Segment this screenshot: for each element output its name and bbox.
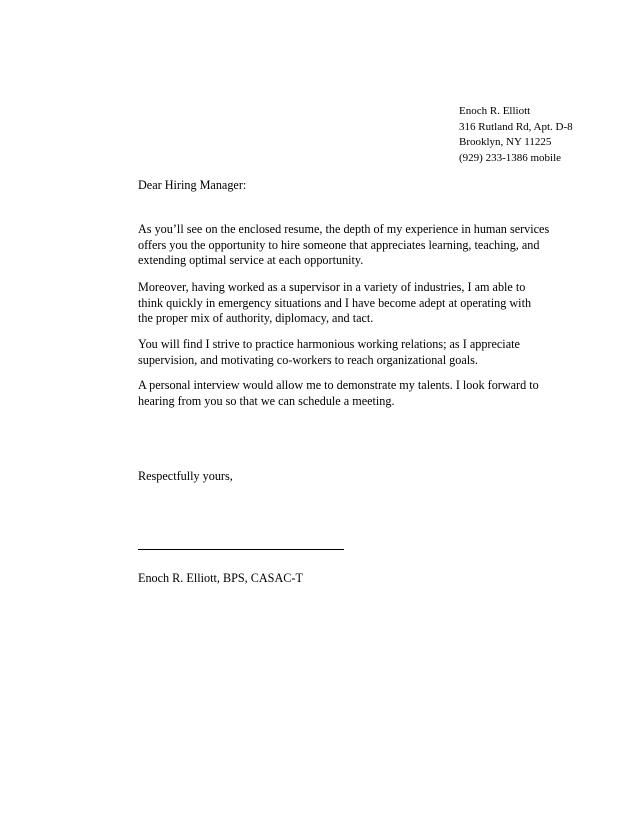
sender-city: Brooklyn, NY 11225 — [459, 136, 552, 148]
paragraph-1 — [138, 222, 608, 269]
sender-address-block — [459, 104, 573, 166]
paragraph-line: You will find I strive to practice harmonious working relations; as I appreciate — [138, 337, 520, 351]
paragraph-line: offers you the opportunity to hire someone that appreciates learning, teaching, and — [138, 237, 540, 252]
signature-line — [138, 549, 344, 550]
closing: Respectfully yours, — [138, 469, 233, 483]
sender-phone: (929) 233-1386 mobile — [459, 151, 562, 164]
paragraph-line: Moreover, having worked as a supervisor in a variety of industries, I am able to — [138, 280, 526, 294]
paragraph-line: A personal interview would allow me to demonstrate my talents. I look forward to — [138, 378, 539, 392]
paragraph-2 — [138, 280, 608, 327]
sender-name: Enoch R. Elliott — [459, 105, 531, 117]
paragraph-line: extending optimal service at each opportunity. — [138, 253, 364, 268]
paragraph-line: think quickly in emergency situations and I have become adept at operating with — [138, 295, 532, 310]
paragraph-line: the proper mix of authority, diplomacy, and tact. — [138, 311, 374, 326]
signature-name: Enoch R. Elliott, BPS, CASAC-T — [138, 571, 303, 585]
paragraph-line: supervision, and motivating co-workers to reach organizational goals. — [138, 352, 478, 367]
paragraph-line: hearing from you so that we can schedule a meeting. — [138, 393, 395, 408]
paragraph-3 — [138, 337, 608, 368]
paragraph-4 — [138, 378, 608, 409]
paragraph-line: As you’ll see on the enclosed resume, the depth of my experience in human services — [138, 222, 550, 236]
sender-street: 316 Rutland Rd, Apt. D-8 — [459, 120, 573, 133]
salutation: Dear Hiring Manager: — [138, 178, 247, 192]
